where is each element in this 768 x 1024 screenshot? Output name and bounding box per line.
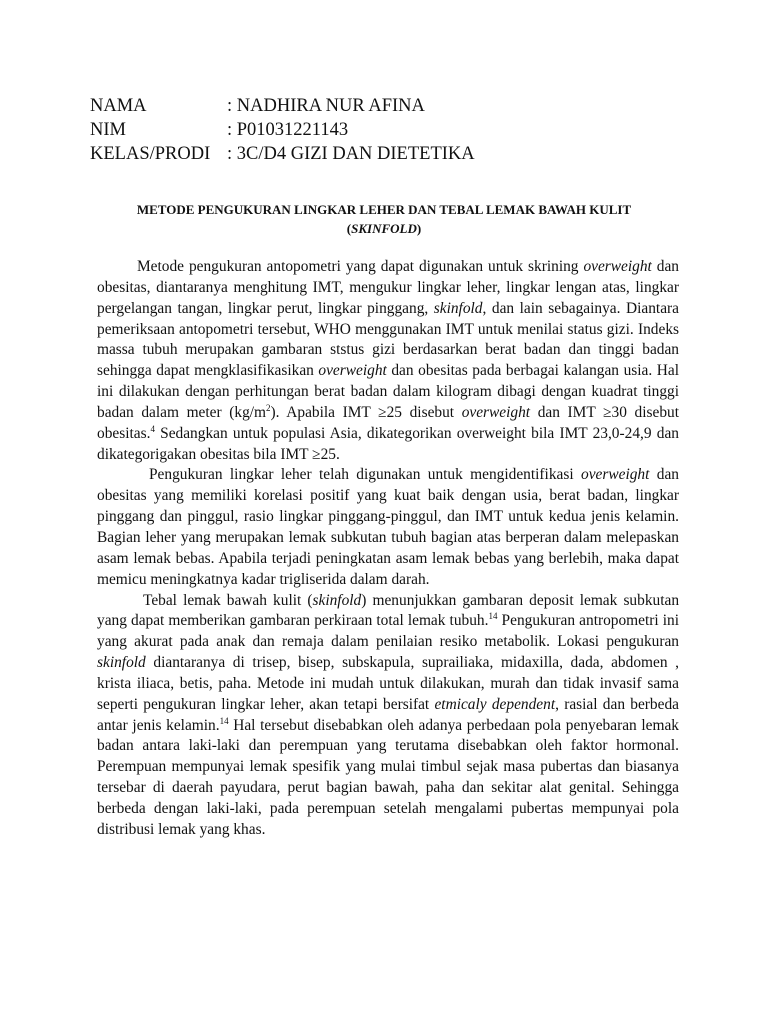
student-info-header <box>90 94 475 166</box>
text-run: Sedangkan untuk populasi Asia, dikategorikan overweight bila IMT 23,0-24,9 dan dikategorigakan obesitas bila IMT ≥25. <box>97 424 679 463</box>
class-value: : 3C/D4 GIZI DAN DIETETIKA <box>227 144 475 164</box>
class-label: KELAS/PRODI <box>90 144 211 164</box>
italic-term: skinfold <box>433 299 483 317</box>
title-paren-open: ( <box>346 221 352 236</box>
citation-superscript: 2 <box>266 402 271 413</box>
italic-term: overweight <box>461 403 531 421</box>
name-value: : NADHIRA NUR AFINA <box>227 96 425 116</box>
text-run: Hal tersebut disebabkan oleh adanya perbedaan pola penyebaran lemak badan antara laki-laki dan perempuan yang terutama disebabkan oleh faktor hormonal. Perempuan mempunyai lemak spesifik yang mulai timbul sejak masa pubertas dan biasanya tersebar di daerah payudara, perut bagian bawah, paha dan sekitar alat genital. Sehingga berbeda dengan laki-laki, pada perempuan setelah mengalami pubertas mempunyai pola distribusi lemak yang khas. <box>97 716 679 838</box>
text-run: dan obesitas, diantaranya menghitung IMT, mengukur lingkar leher, lingkar lengan atas, lingkar pergelangan tangan, lingkar perut, lingkar pinggang, <box>97 258 679 317</box>
citation-superscript: 14 <box>219 715 229 726</box>
nim-row <box>90 118 475 142</box>
italic-term: overweight <box>581 466 650 484</box>
text-run: dan IMT ≥30 disebut obesitas. <box>97 403 680 442</box>
title-italic-term: SKINFOLD <box>351 221 417 236</box>
citation-superscript: 14 <box>488 611 498 622</box>
text-run: ). Apabila IMT ≥25 disebut <box>270 403 462 421</box>
italic-term: overweight <box>318 362 387 380</box>
text-run: dan obesitas pada berbagai kalangan usia. Hal ini dilakukan dengan perhitungan berat badan dalam kilogram dibagi dengan kuadrat tinggi badan dalam meter (kg/m <box>97 362 679 421</box>
name-row <box>90 94 475 118</box>
citation-superscript: 4 <box>150 423 155 434</box>
paragraph-imt <box>97 257 679 465</box>
italic-term: overweight <box>583 258 652 275</box>
name-label: NAMA <box>90 96 147 116</box>
paragraph-skinfold <box>97 591 679 841</box>
text-run: Pengukuran lingkar leher telah digunakan untuk mengidentifikasi <box>149 466 581 484</box>
italic-term: skinfold <box>97 654 146 672</box>
italic-term: skinfold <box>312 591 362 609</box>
text-run: dan obesitas yang memiliki korelasi positif yang kuat baik dengan usia, berat badan, lingkar pinggang dan pinggul, rasio lingkar pinggang-pinggul, dan IMT untuk kedua jenis kelamin. Bagian leher yang merupakan lemak subkutan tubuh bagian atas berperan dalam melepaskan asam lemak bebas. Apabila terjadi peningkatan asam lemak bebas yang berlebih, maka dapat memicu meningkatnya kadar trigliserida dalam darah. <box>97 466 679 588</box>
title-paren-close: ) <box>416 221 422 236</box>
text-run: Metode pengukuran antopometri yang dapat digunakan untuk skrining <box>137 258 584 275</box>
title-line-1: METODE PENGUKURAN LINGKAR LEHER DAN TEBAL LEMAK BAWAH KULIT <box>136 202 632 217</box>
title-line-2 <box>90 219 678 238</box>
nim-label: NIM <box>90 120 126 140</box>
italic-term: etmicaly dependent <box>434 695 556 713</box>
text-run: diantaranya di trisep, bisep, subskapula, suprailiaka, midaxilla, dada, abdomen , krista iliaca, betis, paha. Metode ini mudah untuk dilakukan, murah dan tidak invasif sama seperti pengukuran lingkar leher, akan tetapi bersifat <box>97 654 679 713</box>
text-run: Pengukuran antropometri ini yang akurat pada anak dan remaja dalam penilaian resiko metabolik. Lokasi pengukuran <box>97 612 680 651</box>
document-title <box>90 200 678 238</box>
class-row <box>90 142 475 166</box>
text-run: ) menunjukkan gambaran deposit lemak subkutan yang dapat memberikan gambaran perkiraan total lemak tubuh. <box>97 591 680 630</box>
text-run: Tebal lemak bawah kulit ( <box>143 591 313 609</box>
text-run: , rasial dan berbeda antar jenis kelamin. <box>97 695 679 734</box>
nim-value: : P01031221143 <box>227 120 349 140</box>
paragraph-neck-circumference <box>97 465 679 590</box>
text-run: , dan lain sebagainya. Diantara pemeriksaan antopometri tersebut, WHO menggunakan IMT untuk menilai status gizi. Indeks massa tubuh merupakan gambaran ststus gizi berdasarkan berat badan dan tinggi badan sehingga dapat mengklasifikasikan <box>97 299 679 380</box>
document-body <box>97 257 679 841</box>
